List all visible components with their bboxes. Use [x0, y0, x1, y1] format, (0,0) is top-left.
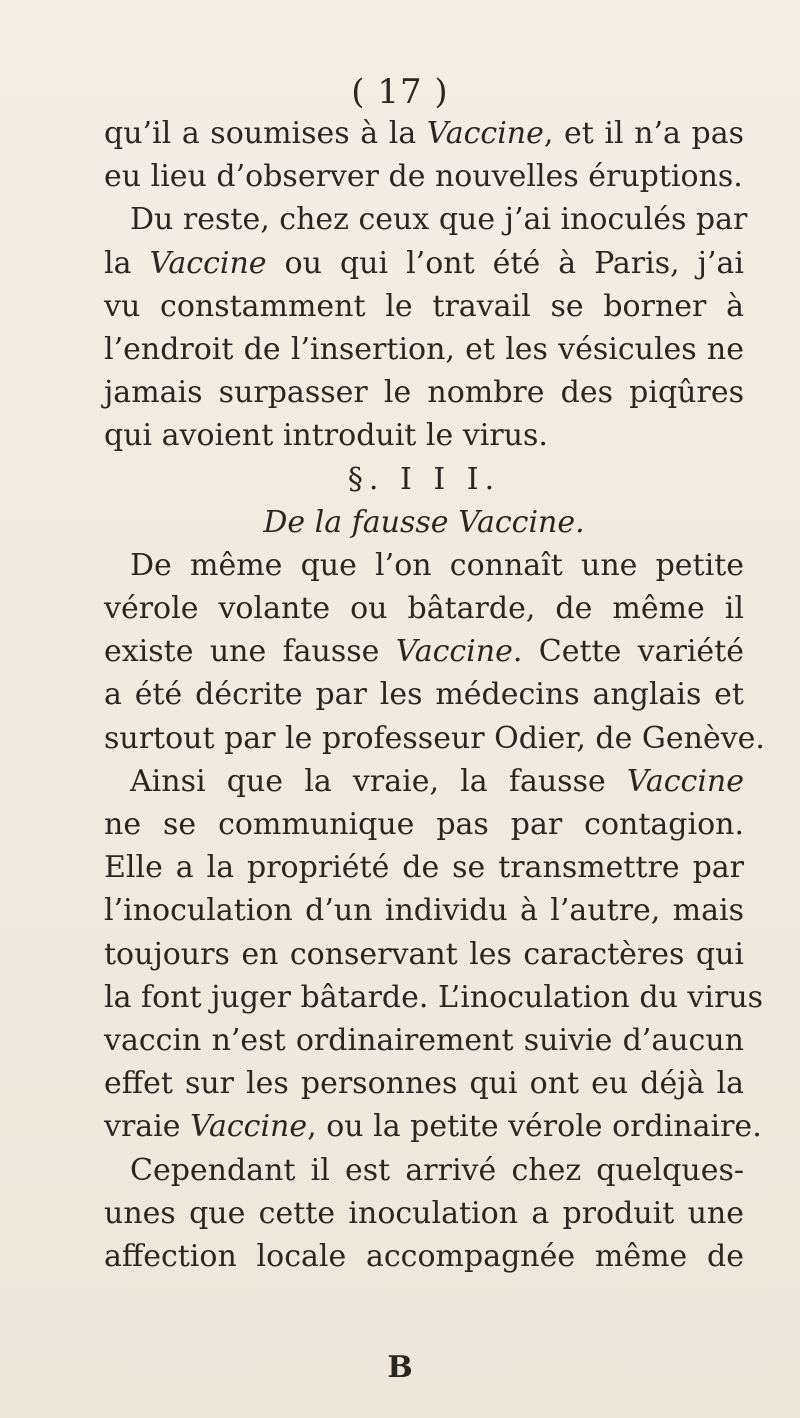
- text-line: l’inoculation d’un individu à l’autre, mais: [104, 893, 744, 929]
- body-text: [104, 112, 765, 1278]
- text-line: existe une fausse Vaccine. Cette variété: [104, 634, 744, 670]
- text-line: vaccin n’est ordinairement suivie d’aucun: [104, 1022, 744, 1058]
- text-line: Du reste, chez ceux que j’ai inoculés par: [130, 202, 748, 238]
- text-line: eu lieu d’observer de nouvelles éruptions.: [104, 159, 743, 195]
- section-title: De la fausse Vaccine.: [263, 504, 585, 540]
- text-line: jamais surpasser le nombre des piqûres: [104, 375, 744, 411]
- text-line: effet sur les personnes qui ont eu déjà la: [104, 1066, 744, 1102]
- text-line: affection locale accompagnée même de: [104, 1238, 744, 1274]
- text-line: vraie Vaccine, ou la petite vérole ordinaire.: [104, 1109, 762, 1145]
- section-number: §. I I I.: [347, 461, 501, 497]
- text-line: qu’il a soumises à la Vaccine, et il n’a pas: [104, 116, 744, 151]
- text-line: surtout par le professeur Odier, de Genève.: [104, 720, 765, 756]
- text-line: unes que cette inoculation a produit une: [104, 1195, 744, 1231]
- text-line: l’endroit de l’insertion, et les vésicules ne: [104, 331, 744, 367]
- text-line: vu constamment le travail se borner à: [104, 288, 744, 324]
- text-line: la Vaccine ou qui l’ont été à Paris, j’ai: [104, 245, 744, 281]
- text-line: a été décrite par les médecins anglais et: [104, 677, 744, 713]
- signature-mark: B: [387, 1350, 413, 1385]
- text-line: qui avoient introduit le virus.: [104, 418, 548, 454]
- text-line: toujours en conservant les caractères qui: [104, 936, 744, 972]
- text-line: Cependant il est arrivé chez quelques-: [130, 1152, 744, 1188]
- text-line: ne se communique pas par contagion.: [104, 807, 744, 842]
- text-line: De même que l’on connaît une petite: [130, 547, 744, 583]
- text-line: vérole volante ou bâtarde, de même il: [104, 591, 744, 627]
- text-line: Ainsi que la vraie, la fausse Vaccine: [130, 763, 744, 799]
- text-line: Elle a la propriété de se transmettre par: [104, 850, 744, 886]
- text-line: la font juger bâtarde. L’inoculation du virus: [104, 979, 764, 1015]
- page-number: ( 17 ): [351, 72, 449, 112]
